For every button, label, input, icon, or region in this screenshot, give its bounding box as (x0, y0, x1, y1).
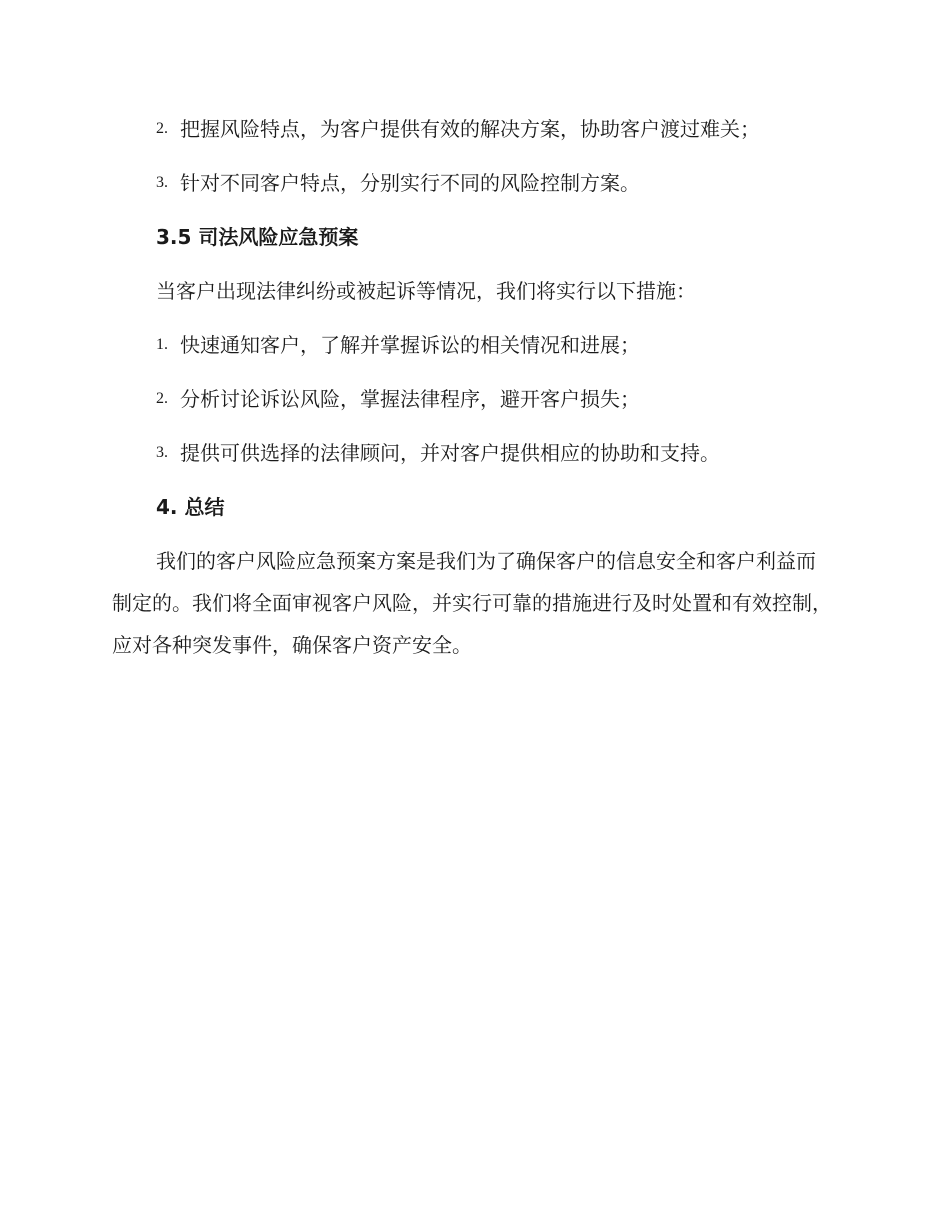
document-body (112, 108, 832, 678)
list-item (68, 324, 832, 366)
summary-paragraph: 我们的客户风险应急预案方案是我们为了确保客户的信息安全和客户利益而制定的。我们将全面审视客户风险，并实行可靠的措施进行及时处置和有效控制，应对各种突发事件，确保客户资产安全。 (112, 549, 832, 657)
list-item-number: 3. (156, 174, 168, 191)
list-item-text: 提供可供选择的法律顾问，并对客户提供相应的协助和支持。 (180, 441, 720, 465)
section-intro-paragraph: 当客户出现法律纠纷或被起诉等情况，我们将实行以下措施： (156, 279, 696, 303)
list-item-number: 2. (156, 390, 168, 407)
list-item (68, 108, 832, 150)
list-item (68, 432, 832, 474)
section-heading-3-5: 3.5 司法风险应急预案 (156, 225, 359, 249)
list-item-number: 2. (156, 120, 168, 137)
section-heading-4: 4. 总结 (156, 495, 225, 519)
list-item-number: 1. (156, 336, 168, 353)
list-item-text: 快速通知客户，了解并掌握诉讼的相关情况和进展； (180, 333, 640, 357)
list-item-text: 把握风险特点，为客户提供有效的解决方案，协助客户渡过难关； (180, 117, 760, 141)
list-item-text: 分析讨论诉讼风险，掌握法律程序，避开客户损失； (180, 387, 640, 411)
list-item (68, 162, 832, 204)
list-item-text: 针对不同客户特点，分别实行不同的风险控制方案。 (180, 171, 640, 195)
list-item (68, 378, 832, 420)
list-item-number: 3. (156, 444, 168, 461)
